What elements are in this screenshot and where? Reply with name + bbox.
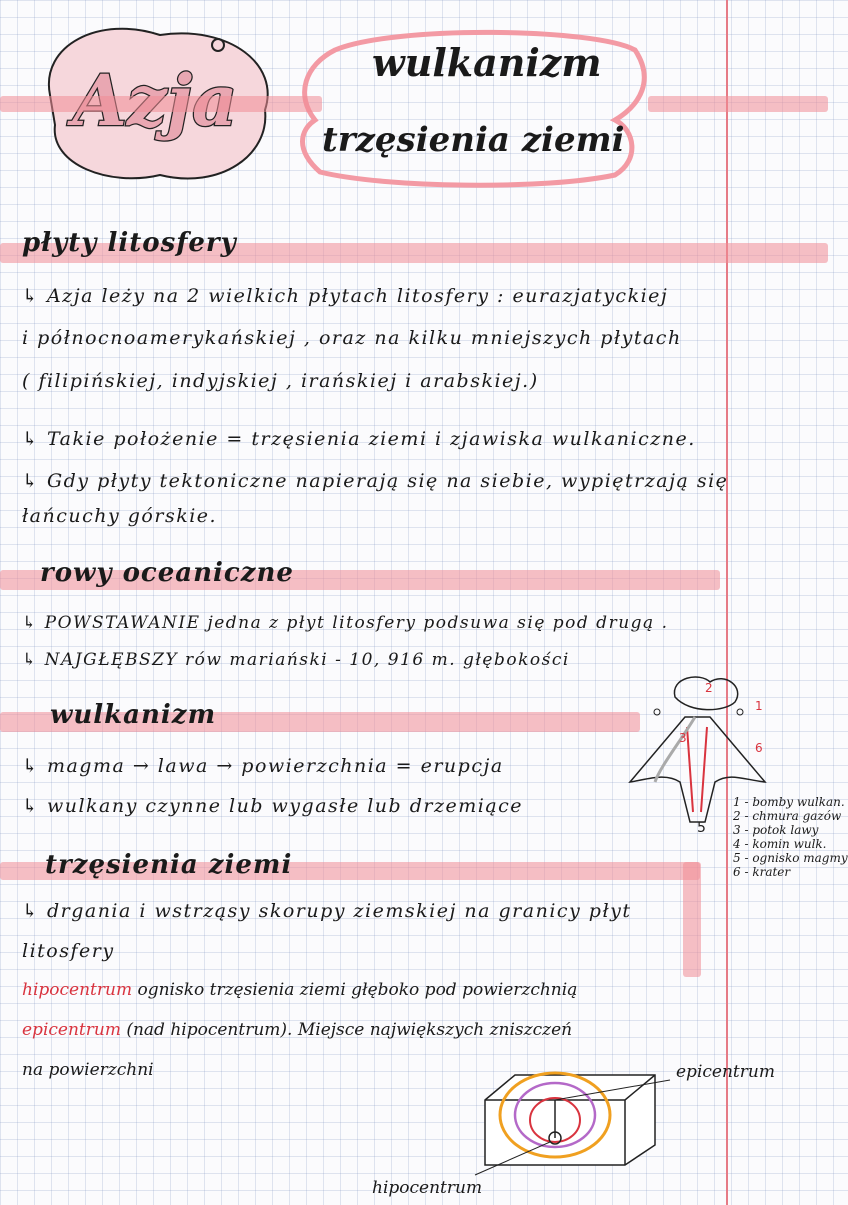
legend-item: 2 - chmura gazów (733, 809, 842, 823)
title-line-2: trzęsienia ziemi (322, 120, 625, 160)
volcano-number: 6 (755, 741, 763, 755)
volcano-number: 3 (679, 731, 687, 745)
text-line: łańcuchy górskie. (22, 505, 218, 527)
legend-item: 1 - bomby wulkan. (733, 795, 845, 809)
legend-item: 6 - krater (733, 865, 791, 879)
title-line-1: wulkanizm (372, 40, 602, 85)
volcano-legend (733, 795, 848, 879)
hipocentrum-definition (22, 980, 577, 1000)
text-line: i północnoamerykańskiej , oraz na kilku mniejszych płytach (22, 327, 682, 349)
legend-item: 3 - potok lawy (733, 823, 819, 837)
page-margin-line (726, 0, 728, 1205)
volcano-number: 2 (705, 681, 713, 695)
epicentrum-desc: (nad hipocentrum). Miejsce największych zniszczeń (126, 1020, 573, 1040)
text-line: ↳ Azja leży na 2 wielkich płytach litosfery : eurazjatyckiej (22, 285, 669, 307)
text-line: ↳ magma → lawa → powierzchnia = erupcja (22, 755, 504, 777)
epicentrum-term: epicentrum (22, 1020, 121, 1040)
title-highlight-left (0, 96, 322, 112)
legend-item: 4 - komin wulk. (733, 837, 827, 851)
hipocentrum-term: hipocentrum (22, 980, 133, 1000)
diagram-label-hipocentrum: hipocentrum (372, 1178, 483, 1198)
earthquake-diagram (470, 1060, 670, 1180)
section-heading-trzesienia: trzęsienia ziemi (45, 850, 293, 880)
diagram-label-epicentrum: epicentrum (676, 1062, 775, 1082)
legend-item: 5 - ognisko magmy (733, 851, 848, 865)
section-heading-wulkanizm: wulkanizm (50, 700, 217, 730)
hipocentrum-desc: ognisko trzęsienia ziemi głęboko pod powierzchnią (137, 980, 578, 1000)
section-heading-plyty: płyty litosfery (22, 228, 237, 258)
epicentrum-definition (22, 1020, 572, 1040)
text-line: ↳ wulkany czynne lub wygasłe lub drzemiące (22, 795, 524, 817)
text-line: litosfery (22, 940, 115, 962)
text-line: ↳ POWSTAWANIE jedna z płyt litosfery podsuwa się pod drugą . (22, 613, 669, 633)
text-line: ( filipińskiej, indyjskiej , irańskiej i arabskiej.) (22, 370, 539, 392)
text-line: ↳ Gdy płyty tektoniczne napierają się na siebie, wypiętrzają się (22, 470, 729, 492)
section-heading-rowy: rowy oceaniczne (40, 558, 294, 588)
text-line: ↳ drgania i wstrząsy skorupy ziemskiej na granicy płyt (22, 900, 632, 922)
text-line: ↳ Takie położenie = trzęsienia ziemi i zjawiska wulkaniczne. (22, 428, 696, 450)
title-highlight-right (648, 96, 828, 112)
epicentrum-definition-2: na powierzchni (22, 1060, 154, 1080)
text-line: ↳ NAJGŁĘBSZY rów mariański - 10, 916 m. głębokości (22, 650, 570, 670)
volcano-number: 1 (755, 699, 763, 713)
section-highlight-vertical (683, 862, 701, 977)
volcano-number: 5 (697, 820, 706, 836)
